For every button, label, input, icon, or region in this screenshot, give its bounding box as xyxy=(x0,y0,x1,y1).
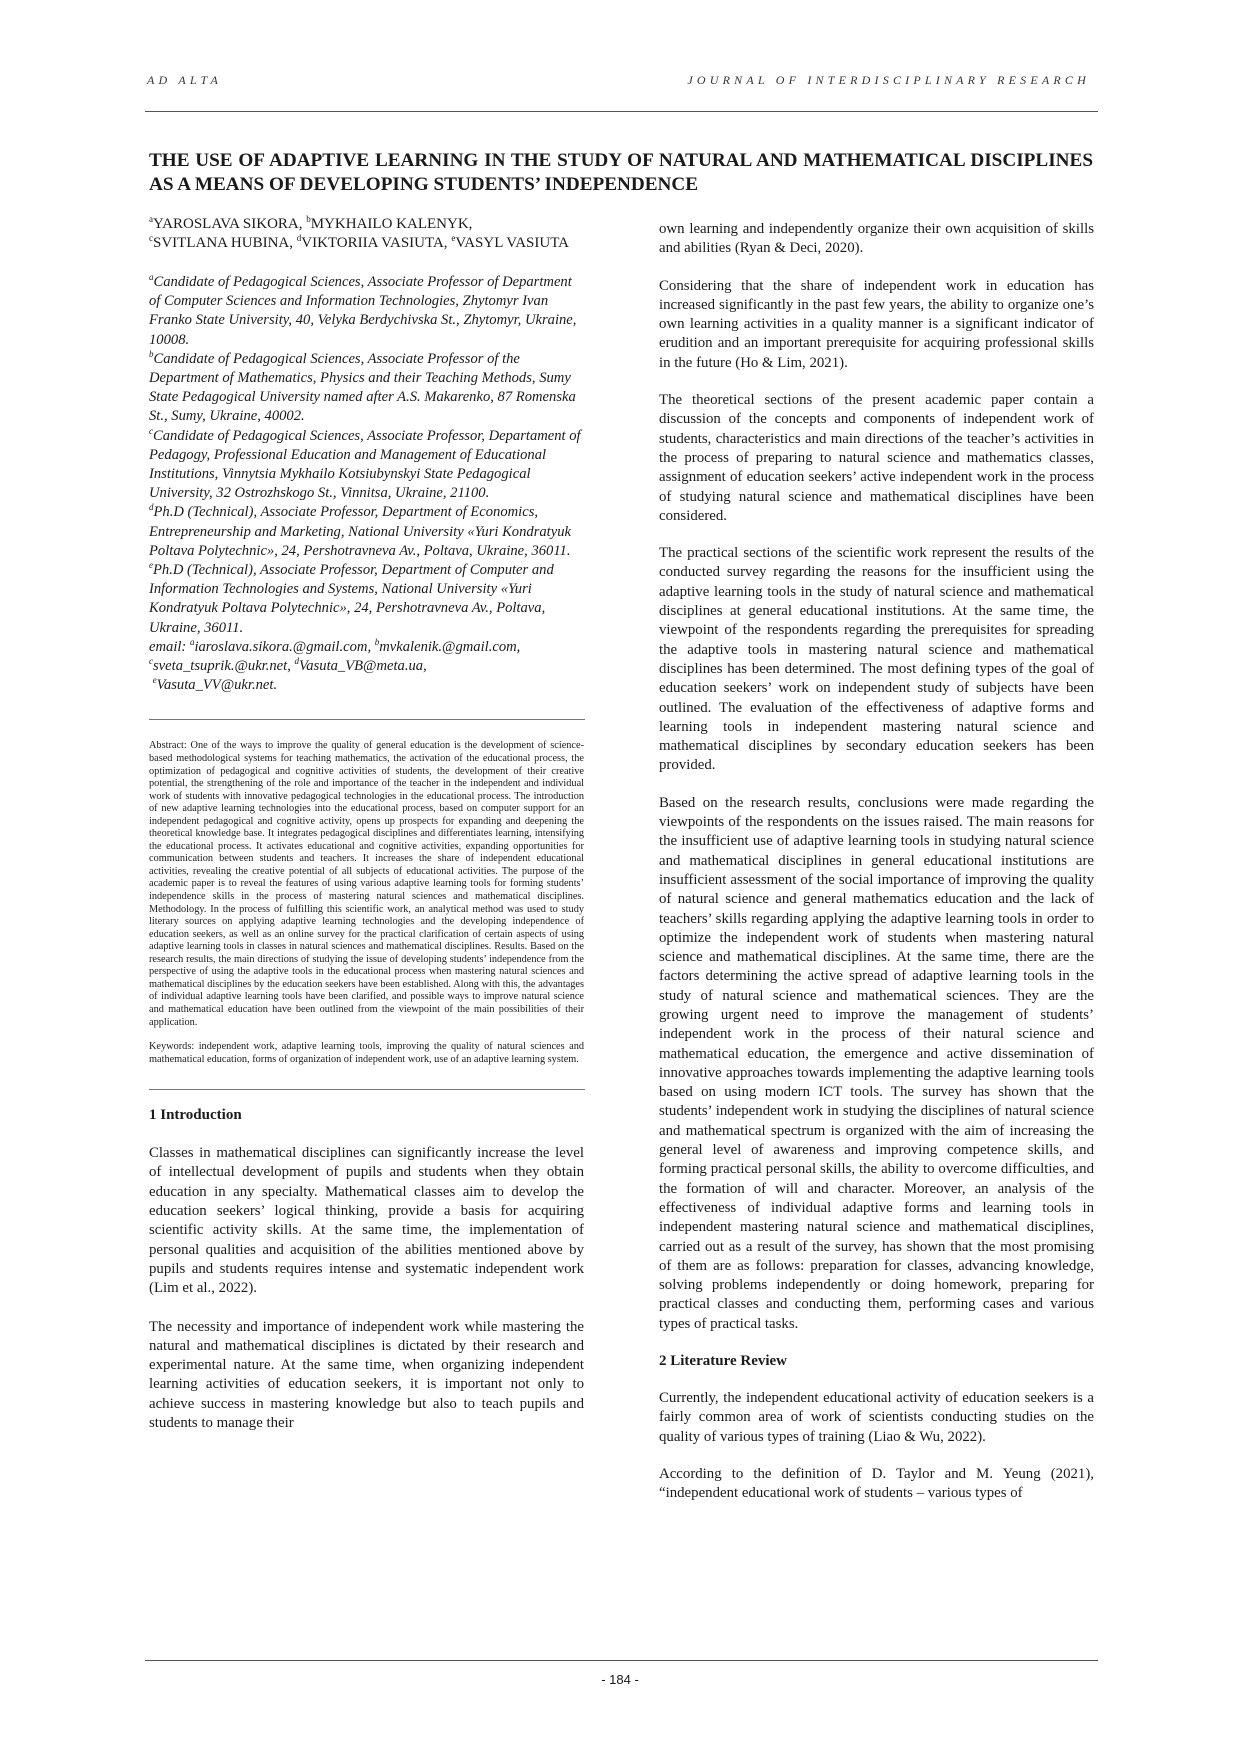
email-link[interactable]: sveta_tsuprik.@ukr.net, xyxy=(153,658,295,675)
body-paragraph: Considering that the share of independent work in education has increased significantly in the past few years, the ability to organize one’s own learning activities in a quality manner is a significant indicator of erudition and an important prerequisite for acquiring professional skills in the future (Ho & Lim, 2021). xyxy=(659,277,1094,371)
email-link[interactable]: mvkalenik.@gmail.com, xyxy=(379,638,521,655)
footer-rule xyxy=(145,1660,1098,1661)
affiliation-a xyxy=(149,273,584,350)
affiliation-sup: a xyxy=(149,272,154,283)
affiliation-e xyxy=(149,561,584,638)
email-label: email: xyxy=(149,638,190,655)
author-list xyxy=(149,215,584,253)
author-sup: b xyxy=(306,214,311,224)
abstract-bottom-rule xyxy=(149,1089,585,1090)
body-paragraph: own learning and independently organize their own acquisition of skills and abilities (Ryan & Deci, 2020). xyxy=(659,221,1094,257)
section-heading-literature-review: 2 Literature Review xyxy=(659,1353,788,1370)
affiliation-sup: e xyxy=(149,560,153,571)
section-heading-introduction: 1 Introduction xyxy=(149,1107,242,1124)
running-header xyxy=(147,73,1090,93)
author-sup: c xyxy=(149,233,153,243)
body-paragraph: Based on the research results, conclusions were made regarding the viewpoints of the respondents on the issues raised. The main reasons for the insufficient use of adaptive learning tools in studying natural science and mathematical disciplines in general educational institutions are insufficient assessment of the social importance of improving the quality of natural science and general mathematics education and the lack of teachers’ skills regarding applying the adaptive learning tools in order to optimize the independent work of students when mastering natural science and mathematical disciplines. At the same time, there are the factors determining the active spread of adaptive learning tools in the study of natural science and mathematical sciences. They are the growing urgent need to improve the management of students’ independent work in the process of their natural science and mathematical education, the emergence and active dissemination of innovative approaches towards implementing the adaptive learning tools based on using modern ICT tools. The survey has shown that the students’ independent work in studying the disciplines of natural science and mathematical spectrum is organized with the aim of increasing the general level of awareness and improving competence skills, and forming practical personal skills, the ability to overcome difficulties, and the formation of will and character. Moreover, an analysis of the effectiveness of individual adaptive forms and learning tools in independent mastering natural science and mathematical disciplines, carried out as a result of the survey, has shown that the most promising of them are as follows: preparation for classes, advancing knowledge, solving problems independently or doing homework, preparing for practical classes and conducting them, performing cases and various types of practical tasks. xyxy=(659,794,1094,1332)
abstract-top-rule xyxy=(149,719,585,720)
body-paragraph: The practical sections of the scientific work represent the results of the conducted survey regarding the reasons for the insufficient using the adaptive learning tools in the study of natural science and mathematical disciplines at general educational institutions. At the same time, the viewpoint of the respondents regarding the prerequisites for spreading the adaptive tools in mastering natural science and mathematical disciplines has been determined. The most defining types of the goal of education seekers’ work on independent study of subjects have been outlined. The evaluation of the effectiveness of adaptive forms and learning tools in independent mastering natural science and mathematical disciplines by secondary education seekers has been provided. xyxy=(659,545,1094,774)
author-name: YAROSLAVA SIKORA, xyxy=(153,216,307,232)
affiliation-text: Candidate of Pedagogical Sciences, Associate Professor of Department of Computer Sciences and Information Technologies, Zhytomyr Ivan Franko State University, 40, Velyka Berdychivska St., Zhytomyr, Ukraine, 10008. xyxy=(149,274,577,348)
affiliation-text: Candidate of Pedagogical Sciences, Associate Professor of the Department of Mathematics, Physics and their Teaching Methods, Sumy State Pedagogical University named after A.S. Makarenko, 87 Romenska St., Sumy, Ukraine, 40002. xyxy=(149,350,576,425)
email-link[interactable]: iaroslava.sikora.@gmail.com, xyxy=(194,638,375,655)
right-column xyxy=(659,220,1094,1504)
email-sup: a xyxy=(189,637,195,647)
author-name: SVITLANA HUBINA, xyxy=(153,235,297,251)
page-number: - 184 - xyxy=(601,1672,639,1687)
affiliation-c xyxy=(149,427,584,504)
intro-paragraph-2: The necessity and importance of independent work while mastering the natural and mathematical disciplines is dictated by their research and experimental nature. At the same time, when organizing independent learning activities of education seekers, it is important not only to achieve success in mastering knowledge but also to teach pupils and students to manage their xyxy=(149,1318,584,1431)
body-paragraph: Currently, the independent educational activity of education seekers is a fairly common area of work of scientists conducting studies on the quality of various types of training (Liao & Wu, 2022). xyxy=(659,1390,1094,1445)
author-name: VIKTORIIA VASIUTA, xyxy=(301,235,452,251)
affiliation-text: Candidate of Pedagogical Sciences, Associate Professor, Departament of Pedagogy, Professional Education and Management of Educational Institutions, Vinnytsia Mykhailo Kotsiubynskyi State Pedagogical University, 32 Ostrozhskogo St., Vinnitsa, Ukraine, 21100. xyxy=(149,427,581,502)
email-sup: b xyxy=(374,637,380,647)
abstract: Abstract: One of the ways to improve the quality of general education is the development of science-based methodological systems for teaching mathematics, the activation of the educational process, the optimization of pedagogical and cognitive activities of students, the development of their creative potential, the strengthening of the role and importance of the teacher in the independent and individual work of students with innovative pedagogical technologies in the educational process. The introduction of new adaptive learning technologies into the educational process, based on computer support for an independent pedagogical and cognitive activity, opens up prospects for expanding and deepening the theoretical knowledge base. It integrates pedagogical disciplines and differentiates learning, intensifying the educational process. It activates educational and cognitive activities, expanding opportunities for communication between students and teachers. It increases the share of independent educational activities, revealing the creative potential of all subjects of educational activities. The purpose of the academic paper is to reveal the features of using various adaptive learning tools for forming students’ independence skills in the process of mastering natural sciences and mathematical disciplines. Methodology. In the process of fulfilling this scientific work, an analytical method was used to study literary sources on applying adaptive learning technologies and the developing independence of education seekers, as well as an online survey for the practical clarification of certain aspects of using adaptive learning tools in classes in natural sciences and mathematical disciplines. Results. Based on the research results, the main directions of studying the issue of developing students’ independence from the perspective of using the adaptive tools in the educational process when mastering natural sciences and mathematical disciplines by the education seekers have been established. Along with this, the advantages of individual adaptive learning tools have been clarified, and possible ways to improve natural science and mathematical education have been outlined from the viewpoint of the main possibilities of their application. xyxy=(149,740,584,1028)
author-sup: a xyxy=(149,214,153,224)
header-rule xyxy=(145,111,1098,112)
affiliations xyxy=(149,273,584,695)
email-list xyxy=(149,638,584,696)
journal-full-name: JOURNAL OF INTERDISCIPLINARY RESEARCH xyxy=(687,73,1090,87)
affiliation-text: Ph.D (Technical), Associate Professor, Department of Computer and Information Technologies and Systems, National University «Yuri Kondratyuk Poltava Polytechnic», 24, Pershotravneva Av., Poltava, Ukraine, 36011. xyxy=(149,562,554,636)
affiliation-sup: b xyxy=(149,348,154,359)
intro-paragraph-1: Classes in mathematical disciplines can significantly increase the level of intellectual development of pupils and students when they obtain education in any specialty. Mathematical classes aim to develop the education seekers’ logical thinking, provide a basis for acquiring scientific activity skills. At the same time, the implementation of personal qualities and acquisition of the abilities mentioned above by pupils and students requires intense and systematic independent work (Lim et al., 2022). xyxy=(149,1145,584,1297)
paper-title: THE USE OF ADAPTIVE LEARNING IN THE STUDY OF NATURAL AND MATHEMATICAL DISCIPLINES AS A MEANS OF DEVELOPING STUDENTS’ INDEPENDENCE xyxy=(149,150,1093,195)
email-sup: e xyxy=(152,675,157,686)
affiliation-d xyxy=(149,503,584,561)
keywords: Keywords: independent work, adaptive learning tools, improving the quality of natural sciences and mathematical education, forms of organization of independent work, use of an adaptive learning system. xyxy=(149,1041,584,1065)
affiliation-sup: d xyxy=(149,502,154,513)
author-sup: d xyxy=(296,233,302,243)
email-link[interactable]: Vasuta_VB@meta.ua, xyxy=(299,658,427,675)
affiliation-sup: c xyxy=(149,425,153,436)
email-link[interactable]: Vasuta_VV@ukr.net. xyxy=(156,677,278,694)
email-sup: c xyxy=(149,656,153,667)
email-sup: d xyxy=(294,656,300,667)
left-column xyxy=(149,215,584,1433)
body-paragraph: The theoretical sections of the present academic paper contain a discussion of the concepts and components of independent work of students, characteristics and main directions of the teacher’s activities in the process of preparing to natural science and mathematics classes, assignment of education seekers’ active independent work in the process of studying natural science and mathematical disciplines have been considered. xyxy=(659,392,1094,524)
affiliation-text: Ph.D (Technical), Associate Professor, Department of Economics, Entrepreneurship and Marketing, National University «Yuri Kondratyuk Poltava Polytechnic», 24, Pershotravneva Av., Poltava, Ukraine, 36011. xyxy=(149,504,571,559)
author-name: MYKHAILO KALENYK, xyxy=(310,216,473,232)
author-sup: e xyxy=(451,233,456,243)
author-name: VASYL VASIUTA xyxy=(455,235,569,251)
affiliation-b xyxy=(149,350,584,427)
journal-short-name: AD ALTA xyxy=(147,73,223,87)
body-paragraph: According to the definition of D. Taylor and M. Yeung (2021), “independent educational work of students – various types of xyxy=(659,1465,1094,1502)
